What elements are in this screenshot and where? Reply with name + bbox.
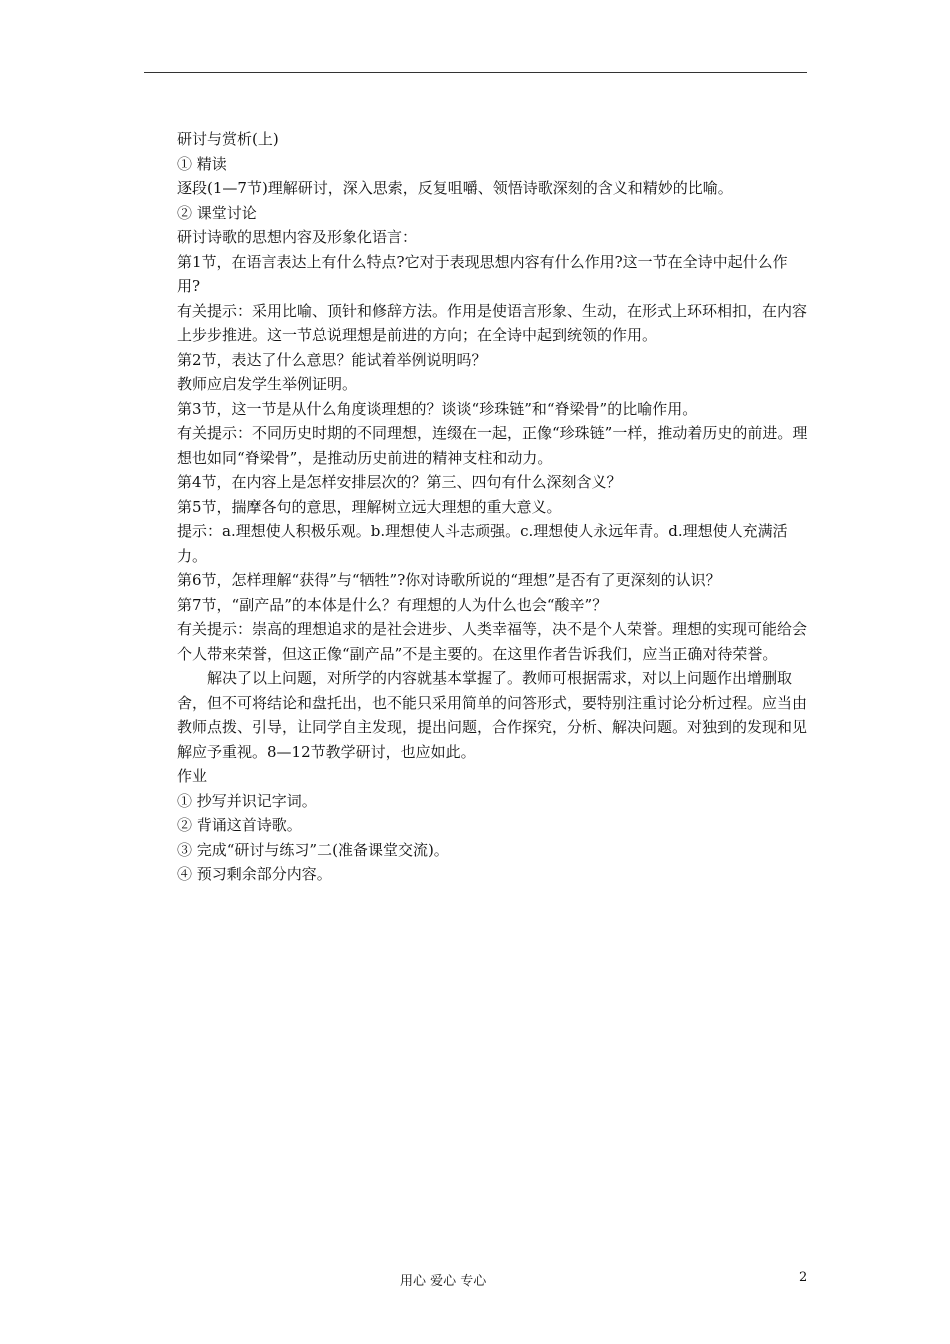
- question-section-3: 第3节，这一节是从什么角度谈理想的？谈谈“珍珠链”和“脊梁骨”的比喻作用。: [177, 399, 698, 418]
- hint-section-7: 有关提示：崇高的理想追求的是社会进步、人类幸福等，决不是个人荣誉。理想的实现可能给会个人带来荣誉，但这正像“副产品”不是主要的。在这里作者告诉我们，应当正确对待荣誉。: [177, 620, 808, 663]
- page-number: 2: [799, 1270, 808, 1285]
- question-section-1: 第1节，在语言表达上有什么特点?它对于表现思想内容有什么作用?这一节在全诗中起什么作用?: [177, 252, 788, 295]
- list-item-class-discussion: ② 课堂讨论: [177, 203, 257, 222]
- page-footer: [0, 1270, 950, 1290]
- question-section-6: 第6节，怎样理解“获得”与“牺牲”?你对诗歌所说的“理想”是否有了更深刻的认识？: [177, 571, 721, 589]
- paragraph: 逐段(1—7节)理解研讨，深入思索，反复咀嚼、领悟诗歌深刻的含义和精妙的比喻。: [177, 179, 733, 197]
- summary-paragraph: 解决了以上问题，对所学的内容就基本掌握了。教师可根据需求，对以上问题作出增删取舍，但不可将结论和盘托出，也不能只采用简单的问答形式，要特别注重讨论分析过程。应当由教师点拨、引导，让同学自主发现，提出问题，合作探究，分析、解决问题。对独到的发现和见解应予重视。8—12节教学研讨，也应如此。: [177, 669, 808, 761]
- section-heading: 研讨与赏析(上): [177, 130, 279, 148]
- homework-item: ④ 预习剩余部分内容。: [177, 865, 332, 883]
- question-section-4: 第4节，在内容上是怎样安排层次的？第三、四句有什么深刻含义？: [177, 473, 622, 491]
- list-item-close-reading: ① 精读: [177, 154, 227, 173]
- question-section-2: 第2节，表达了什么意思？能试着举例说明吗？: [177, 350, 487, 369]
- homework-heading: 作业: [177, 767, 208, 785]
- homework-item: ③ 完成“研讨与练习”二(准备课堂交流)。: [177, 840, 449, 859]
- hint-section-3: 有关提示：不同历史时期的不同理想，连缀在一起，正像“珍珠链”一样，推动着历史的前进。理想也如同“脊梁骨”，是推动历史前进的精神支柱和动力。: [177, 424, 808, 467]
- document-body: [177, 127, 809, 887]
- question-section-5: 第5节，揣摩各句的意思，理解树立远大理想的重大意义。: [177, 497, 562, 516]
- hint-section-5: 提示：a.理想使人积极乐观。b.理想使人斗志顽强。c.理想使人永远年青。d.理想使人充满活力。: [177, 522, 788, 565]
- footer-text: 用心 爱心 专心: [400, 1274, 487, 1289]
- question-section-7: 第7节，“副产品”的本体是什么？有理想的人为什么也会“酸辛”？: [177, 595, 608, 614]
- homework-item: ② 背诵这首诗歌。: [177, 816, 302, 834]
- homework-item: ① 抄写并识记字词。: [177, 791, 317, 810]
- hint-section-2: 教师应启发学生举例证明。: [177, 375, 358, 393]
- header-rule: [144, 72, 807, 73]
- paragraph: 研讨诗歌的思想内容及形象化语言：: [177, 228, 418, 246]
- hint-section-1: 有关提示：采用比喻、顶针和修辞方法。作用是使语言形象、生动，在形式上环环相扣，在内容上步步推进。这一节总说理想是前进的方向；在全诗中起到统领的作用。: [177, 301, 808, 344]
